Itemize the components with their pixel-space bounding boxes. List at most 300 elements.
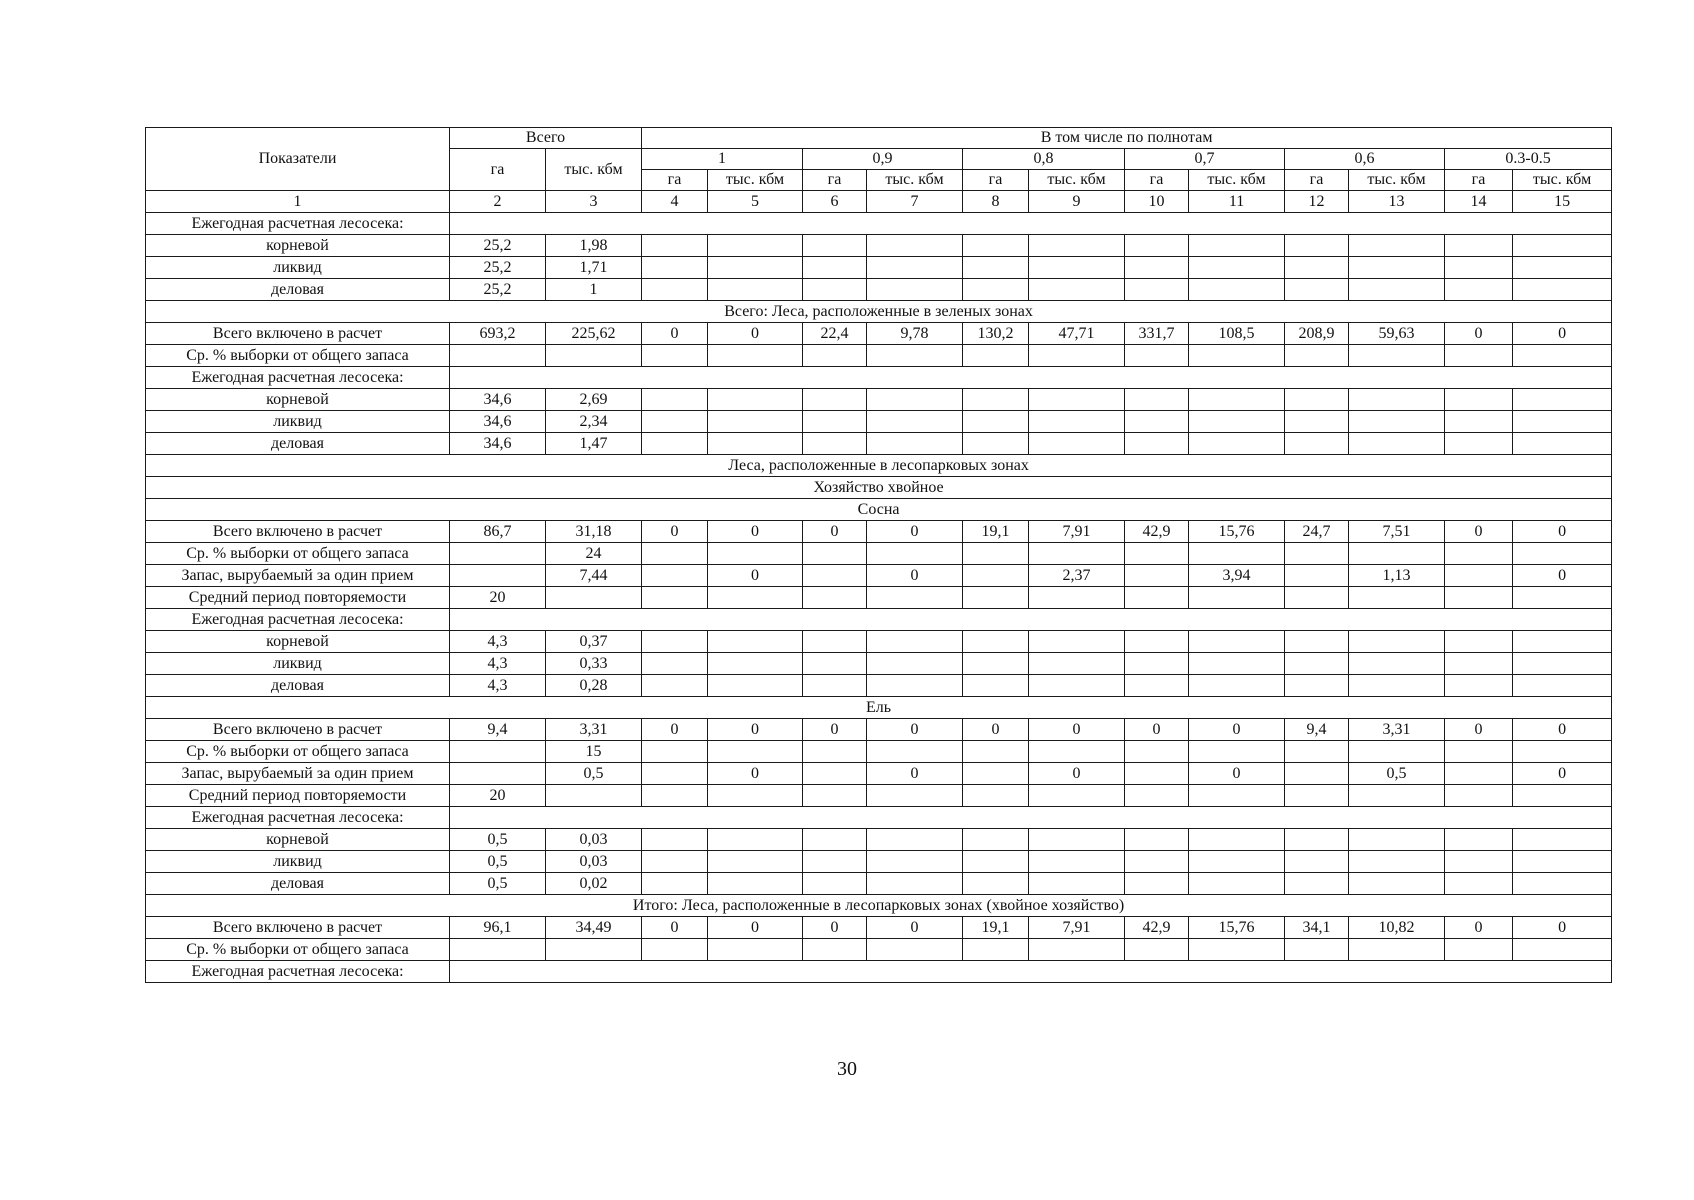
table-cell <box>803 851 867 873</box>
header-unit-volume: тыс. кбм <box>1349 170 1445 191</box>
header-density: 0.3-0.5 <box>1445 149 1612 170</box>
table-cell <box>1285 411 1349 433</box>
table-cell <box>708 741 803 763</box>
table-cell <box>1349 279 1445 301</box>
table-cell <box>867 851 963 873</box>
table-cell: 0 <box>642 323 708 345</box>
table-cell <box>1513 829 1612 851</box>
table-cell: 0 <box>803 917 867 939</box>
table-cell <box>708 851 803 873</box>
header-unit-volume: тыс. кбм <box>867 170 963 191</box>
table-row <box>146 609 1612 631</box>
row-label: корневой <box>146 631 450 653</box>
table-cell <box>708 653 803 675</box>
table-cell <box>1513 257 1612 279</box>
column-number: 1 <box>146 191 450 213</box>
header-unit-ha: га <box>1125 170 1189 191</box>
table-cell <box>708 675 803 697</box>
table-cell <box>803 873 867 895</box>
table-cell: 0 <box>642 521 708 543</box>
row-label: Всего включено в расчет <box>146 917 450 939</box>
empty-cell <box>450 807 1612 829</box>
table-cell <box>708 631 803 653</box>
table-cell: 130,2 <box>963 323 1029 345</box>
table-cell <box>708 873 803 895</box>
table-cell <box>1349 543 1445 565</box>
table-cell <box>450 565 546 587</box>
table-cell <box>546 785 642 807</box>
table-cell <box>1029 587 1125 609</box>
table-cell <box>963 675 1029 697</box>
table-cell <box>1029 851 1125 873</box>
table-cell <box>546 345 642 367</box>
table-cell <box>1189 653 1285 675</box>
table-cell: 7,51 <box>1349 521 1445 543</box>
table-cell: 225,62 <box>546 323 642 345</box>
row-label: корневой <box>146 235 450 257</box>
table-cell <box>708 543 803 565</box>
column-number: 13 <box>1349 191 1445 213</box>
table-cell <box>1285 763 1349 785</box>
table-cell: 47,71 <box>1029 323 1125 345</box>
table-row <box>146 323 1612 345</box>
table-cell <box>642 235 708 257</box>
table-row <box>146 851 1612 873</box>
table-cell <box>803 389 867 411</box>
section-row <box>146 697 1612 719</box>
table-cell <box>803 565 867 587</box>
table-cell <box>642 741 708 763</box>
table-cell <box>803 631 867 653</box>
table-cell: 19,1 <box>963 917 1029 939</box>
table-cell <box>642 433 708 455</box>
empty-cell <box>450 367 1612 389</box>
row-label: Ежегодная расчетная лесосека: <box>146 367 450 389</box>
table-cell <box>1125 939 1189 961</box>
table-cell <box>708 785 803 807</box>
column-number: 3 <box>546 191 642 213</box>
table-cell <box>1513 851 1612 873</box>
table-cell: 7,91 <box>1029 917 1125 939</box>
table-cell: 15 <box>546 741 642 763</box>
table-cell <box>1513 235 1612 257</box>
table-cell <box>1125 433 1189 455</box>
table-cell <box>1285 389 1349 411</box>
table-cell <box>1189 389 1285 411</box>
table-cell <box>450 741 546 763</box>
table-cell: 0 <box>642 719 708 741</box>
table-cell <box>1125 235 1189 257</box>
column-number: 4 <box>642 191 708 213</box>
table-cell <box>642 653 708 675</box>
table-cell: 0 <box>1445 323 1513 345</box>
table-cell: 1,71 <box>546 257 642 279</box>
table-cell <box>1349 345 1445 367</box>
table-row <box>146 939 1612 961</box>
table-cell <box>642 873 708 895</box>
table-row <box>146 235 1612 257</box>
table-cell <box>642 763 708 785</box>
table-cell: 0 <box>1513 565 1612 587</box>
table-row <box>146 279 1612 301</box>
table-cell: 22,4 <box>803 323 867 345</box>
table-cell <box>1513 675 1612 697</box>
table-cell <box>963 763 1029 785</box>
table-cell: 34,1 <box>1285 917 1349 939</box>
table-cell <box>1189 279 1285 301</box>
table-cell <box>1445 653 1513 675</box>
table-cell: 0 <box>867 917 963 939</box>
table-cell <box>1189 851 1285 873</box>
table-cell <box>1445 543 1513 565</box>
header-unit-ha: га <box>642 170 708 191</box>
table-cell <box>1285 851 1349 873</box>
table-cell: 9,4 <box>450 719 546 741</box>
table-cell <box>1445 741 1513 763</box>
table-cell <box>1349 653 1445 675</box>
table-cell <box>963 653 1029 675</box>
table-cell <box>1029 785 1125 807</box>
table-cell <box>450 345 546 367</box>
table-cell <box>546 939 642 961</box>
table-cell <box>1125 851 1189 873</box>
table-cell <box>803 653 867 675</box>
table-cell <box>1189 411 1285 433</box>
table-cell <box>1125 763 1189 785</box>
table-cell: 0 <box>1513 323 1612 345</box>
table-cell: 693,2 <box>450 323 546 345</box>
table-cell: 0 <box>867 565 963 587</box>
table-cell: 25,2 <box>450 235 546 257</box>
table-cell: 0 <box>803 521 867 543</box>
table-cell <box>1513 939 1612 961</box>
table-cell <box>803 741 867 763</box>
row-label: Средний период повторяемости <box>146 785 450 807</box>
table-cell: 1,98 <box>546 235 642 257</box>
row-label: Средний период повторяемости <box>146 587 450 609</box>
table-cell <box>1285 939 1349 961</box>
table-cell: 7,44 <box>546 565 642 587</box>
table-cell <box>1125 345 1189 367</box>
table-cell: 0 <box>1513 719 1612 741</box>
table-cell <box>803 939 867 961</box>
header-by-density: В том числе по полнотам <box>642 128 1612 149</box>
table-cell <box>963 433 1029 455</box>
table-cell <box>1513 741 1612 763</box>
table-cell <box>1445 389 1513 411</box>
table-cell <box>1029 235 1125 257</box>
table-row <box>146 565 1612 587</box>
table-cell: 9,78 <box>867 323 963 345</box>
table-cell: 0,5 <box>546 763 642 785</box>
section-title: Ель <box>146 697 1612 719</box>
table-cell: 0,5 <box>1349 763 1445 785</box>
table-cell: 25,2 <box>450 279 546 301</box>
table-row <box>146 587 1612 609</box>
table-cell <box>1189 741 1285 763</box>
section-title: Итого: Леса, расположенные в лесопарковых зонах (хвойное хозяйство) <box>146 895 1612 917</box>
table-cell <box>1029 345 1125 367</box>
table-cell <box>1513 543 1612 565</box>
table-cell: 2,34 <box>546 411 642 433</box>
table-cell <box>1445 565 1513 587</box>
table-cell <box>803 785 867 807</box>
table-cell: 0,03 <box>546 851 642 873</box>
table-cell <box>642 257 708 279</box>
table-cell <box>1125 675 1189 697</box>
table-row <box>146 675 1612 697</box>
row-label: Всего включено в расчет <box>146 323 450 345</box>
table-cell <box>1189 873 1285 895</box>
table-row <box>146 411 1612 433</box>
table-cell <box>1445 433 1513 455</box>
table-cell <box>1285 653 1349 675</box>
table-cell <box>867 631 963 653</box>
table-cell <box>1125 785 1189 807</box>
table-row <box>146 763 1612 785</box>
table-cell <box>1513 433 1612 455</box>
table-cell <box>1029 543 1125 565</box>
row-label: Ср. % выборки от общего запаса <box>146 741 450 763</box>
table-cell <box>963 345 1029 367</box>
table-cell <box>963 851 1029 873</box>
column-number: 12 <box>1285 191 1349 213</box>
table-cell <box>1285 873 1349 895</box>
table-cell: 42,9 <box>1125 521 1189 543</box>
header-density: 0,6 <box>1285 149 1445 170</box>
page-number: 30 <box>837 1058 857 1080</box>
table-cell: 4,3 <box>450 631 546 653</box>
table-cell <box>642 565 708 587</box>
table-cell <box>708 345 803 367</box>
table-cell <box>708 939 803 961</box>
table-cell <box>867 653 963 675</box>
column-number: 8 <box>963 191 1029 213</box>
table-cell <box>642 543 708 565</box>
table-cell: 208,9 <box>1285 323 1349 345</box>
table-cell <box>867 411 963 433</box>
header-unit-ha: га <box>1445 170 1513 191</box>
table-cell <box>1125 587 1189 609</box>
column-number-row <box>146 191 1612 213</box>
row-label: ликвид <box>146 257 450 279</box>
table-cell <box>867 587 963 609</box>
table-cell: 1,47 <box>546 433 642 455</box>
table-cell <box>867 829 963 851</box>
row-label: деловая <box>146 675 450 697</box>
table-cell: 25,2 <box>450 257 546 279</box>
table-cell <box>1125 543 1189 565</box>
table-cell <box>642 587 708 609</box>
table-cell <box>1189 587 1285 609</box>
table-cell <box>1285 257 1349 279</box>
table-cell: 34,6 <box>450 433 546 455</box>
table-cell <box>1189 257 1285 279</box>
table-cell: 0,37 <box>546 631 642 653</box>
table-cell <box>1189 939 1285 961</box>
table-cell <box>803 587 867 609</box>
column-number: 9 <box>1029 191 1125 213</box>
table-cell: 0 <box>642 917 708 939</box>
table-cell: 0 <box>708 565 803 587</box>
table-cell: 108,5 <box>1189 323 1285 345</box>
table-cell <box>642 631 708 653</box>
table-cell <box>1285 587 1349 609</box>
row-label: Ежегодная расчетная лесосека: <box>146 807 450 829</box>
table-cell <box>867 675 963 697</box>
table-cell <box>1513 631 1612 653</box>
table-row <box>146 345 1612 367</box>
section-row <box>146 477 1612 499</box>
table-cell <box>1125 873 1189 895</box>
column-number: 14 <box>1445 191 1513 213</box>
column-number: 10 <box>1125 191 1189 213</box>
table-cell <box>708 433 803 455</box>
table-cell <box>546 587 642 609</box>
table-cell <box>1189 675 1285 697</box>
table-cell <box>1285 543 1349 565</box>
table-row <box>146 433 1612 455</box>
table-cell: 3,31 <box>1349 719 1445 741</box>
section-row <box>146 895 1612 917</box>
table-cell <box>1349 873 1445 895</box>
table-cell <box>1029 411 1125 433</box>
table-cell <box>1349 675 1445 697</box>
row-label: деловая <box>146 279 450 301</box>
table-cell: 34,6 <box>450 411 546 433</box>
table-cell <box>867 741 963 763</box>
table-cell <box>1125 389 1189 411</box>
table-cell <box>1445 939 1513 961</box>
row-label: ликвид <box>146 851 450 873</box>
table-cell <box>642 829 708 851</box>
table-row <box>146 543 1612 565</box>
table-cell <box>1513 873 1612 895</box>
table-cell: 0 <box>963 719 1029 741</box>
table-cell <box>450 543 546 565</box>
header-total-volume: тыс. кбм <box>546 149 642 191</box>
table-cell <box>642 389 708 411</box>
table-cell <box>963 565 1029 587</box>
empty-cell <box>450 609 1612 631</box>
column-number: 2 <box>450 191 546 213</box>
table-cell: 0,5 <box>450 851 546 873</box>
table-cell: 0 <box>1445 917 1513 939</box>
table-cell <box>1445 235 1513 257</box>
table-cell <box>963 587 1029 609</box>
table-cell <box>867 785 963 807</box>
table-cell: 0 <box>708 719 803 741</box>
table-cell <box>1445 411 1513 433</box>
row-label: корневой <box>146 389 450 411</box>
table-row <box>146 719 1612 741</box>
table-cell: 34,49 <box>546 917 642 939</box>
table-cell <box>963 257 1029 279</box>
table-cell <box>1349 235 1445 257</box>
table-cell <box>1513 653 1612 675</box>
table-cell <box>1029 741 1125 763</box>
table-cell: 0 <box>1189 763 1285 785</box>
section-row <box>146 301 1612 323</box>
table-cell <box>963 741 1029 763</box>
table-cell <box>708 587 803 609</box>
row-label: корневой <box>146 829 450 851</box>
table-row <box>146 917 1612 939</box>
table-cell: 31,18 <box>546 521 642 543</box>
table-cell <box>1285 433 1349 455</box>
table-cell <box>642 939 708 961</box>
table-row <box>146 961 1612 983</box>
empty-cell <box>450 213 1612 235</box>
table-cell <box>1285 631 1349 653</box>
table-cell: 24,7 <box>1285 521 1349 543</box>
table-cell <box>1349 257 1445 279</box>
table-cell <box>803 279 867 301</box>
row-label: деловая <box>146 433 450 455</box>
empty-cell <box>450 961 1612 983</box>
header-density: 0,7 <box>1125 149 1285 170</box>
table-cell: 0 <box>867 521 963 543</box>
row-label: Запас, вырубаемый за один прием <box>146 565 450 587</box>
table-cell: 9,4 <box>1285 719 1349 741</box>
table-cell <box>1445 587 1513 609</box>
table-cell <box>1445 785 1513 807</box>
header-unit-volume: тыс. кбм <box>1513 170 1612 191</box>
table-cell: 0 <box>1513 917 1612 939</box>
header-indicators: Показатели <box>146 128 450 191</box>
table-cell: 86,7 <box>450 521 546 543</box>
table-cell <box>803 411 867 433</box>
forest-table <box>145 127 1612 983</box>
table-cell <box>1513 345 1612 367</box>
header-unit-volume: тыс. кбм <box>1029 170 1125 191</box>
table-cell <box>708 279 803 301</box>
table-cell <box>963 543 1029 565</box>
table-cell <box>1189 433 1285 455</box>
table-cell: 1,13 <box>1349 565 1445 587</box>
header-unit-volume: тыс. кбм <box>1189 170 1285 191</box>
table-row <box>146 389 1612 411</box>
table-row <box>146 741 1612 763</box>
table-cell <box>1445 763 1513 785</box>
table-cell <box>1349 433 1445 455</box>
column-number: 15 <box>1513 191 1612 213</box>
table-cell: 7,91 <box>1029 521 1125 543</box>
table-cell: 0,5 <box>450 873 546 895</box>
table-cell <box>963 235 1029 257</box>
table-cell: 0 <box>867 763 963 785</box>
table-cell <box>803 675 867 697</box>
header-unit-ha: га <box>963 170 1029 191</box>
table-cell <box>963 389 1029 411</box>
column-number: 11 <box>1189 191 1285 213</box>
table-cell <box>1349 389 1445 411</box>
table-cell <box>642 785 708 807</box>
table-cell <box>963 873 1029 895</box>
table-cell <box>1029 279 1125 301</box>
table-cell <box>1125 631 1189 653</box>
table-cell: 0 <box>1125 719 1189 741</box>
table-cell <box>867 257 963 279</box>
table-cell <box>803 763 867 785</box>
row-label: Ср. % выборки от общего запаса <box>146 543 450 565</box>
table-cell <box>1189 829 1285 851</box>
section-row <box>146 499 1612 521</box>
table-cell: 24 <box>546 543 642 565</box>
table-cell: 0 <box>1189 719 1285 741</box>
header-density: 1 <box>642 149 803 170</box>
table-cell <box>867 939 963 961</box>
